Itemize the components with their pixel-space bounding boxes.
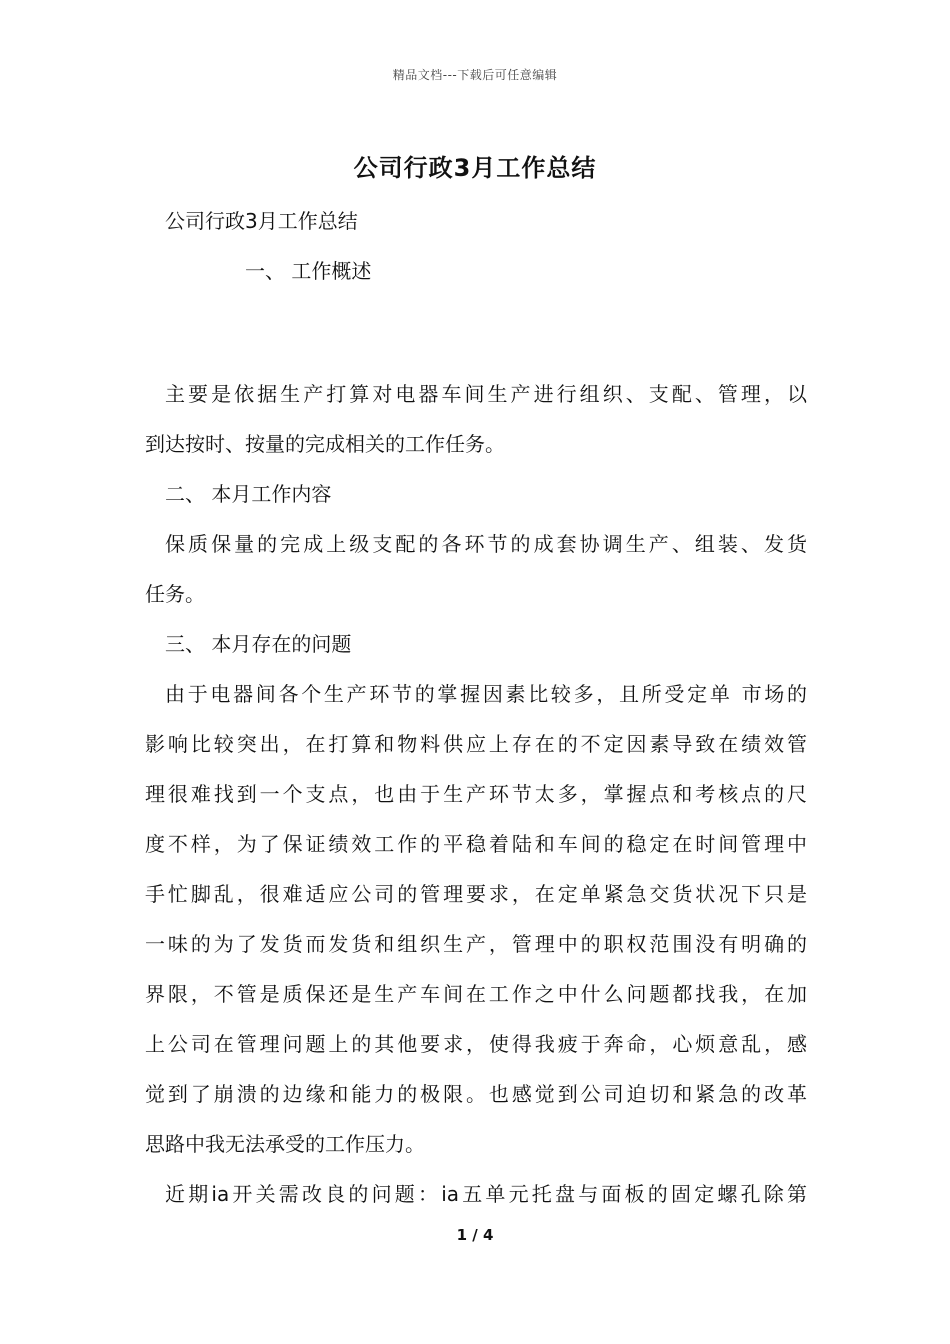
section-1-heading: 一、 工作概述 — [245, 259, 372, 283]
paragraph-line: 影响比较突出，在打算和物料供应上存在的不定因素导致在绩效管 — [145, 732, 807, 756]
paragraph-line: 上公司在管理问题上的其他要求，使得我疲于奔命，心烦意乱，感 — [145, 1032, 807, 1056]
paragraph-line: 界限，不管是质保还是生产车间在工作之中什么问题都找我，在加 — [145, 982, 807, 1006]
paragraph-line: 一味的为了发货而发货和组织生产，管理中的职权范围没有明确的 — [145, 932, 807, 956]
spacer — [145, 303, 807, 376]
document-body — [145, 203, 807, 1226]
paragraph-line: 保质保量的完成上级支配的各环节的成套协调生产、组装、发货 — [165, 532, 807, 556]
paragraph-line: 近期ia开关需改良的问题：ia五单元托盘与面板的固定螺孔除第 — [165, 1182, 807, 1206]
paragraph-line: 度不样，为了保证绩效工作的平稳着陆和车间的稳定在时间管理中 — [145, 832, 807, 856]
paragraph-line: 到达按时、按量的完成相关的工作任务。 — [145, 432, 505, 456]
paragraph-line: 由于电器间各个生产环节的掌握因素比较多，且所受定单 市场的 — [165, 682, 807, 706]
paragraph-line: 任务。 — [145, 582, 205, 606]
paragraph-line: 思路中我无法承受的工作压力。 — [145, 1132, 425, 1156]
paragraph-line: 觉到了崩溃的边缘和能力的极限。也感觉到公司迫切和紧急的改革 — [145, 1082, 807, 1106]
paragraph-line: 理很难找到一个支点，也由于生产环节太多，掌握点和考核点的尺 — [145, 782, 807, 806]
header-note: 精品文档---下载后可任意编辑 — [392, 68, 558, 82]
document-subtitle: 公司行政3月工作总结 — [165, 209, 358, 233]
paragraph-line: 主要是依据生产打算对电器车间生产进行组织、支配、管理，以 — [165, 382, 807, 406]
document-title: 公司行政3月工作总结 — [353, 154, 597, 182]
section-3-heading: 三、 本月存在的问题 — [165, 632, 352, 656]
page-number: 1 / 4 — [456, 1226, 494, 1244]
section-2-heading: 二、 本月工作内容 — [165, 482, 332, 506]
paragraph-line: 手忙脚乱，很难适应公司的管理要求，在定单紧急交货状况下只是 — [145, 882, 807, 906]
